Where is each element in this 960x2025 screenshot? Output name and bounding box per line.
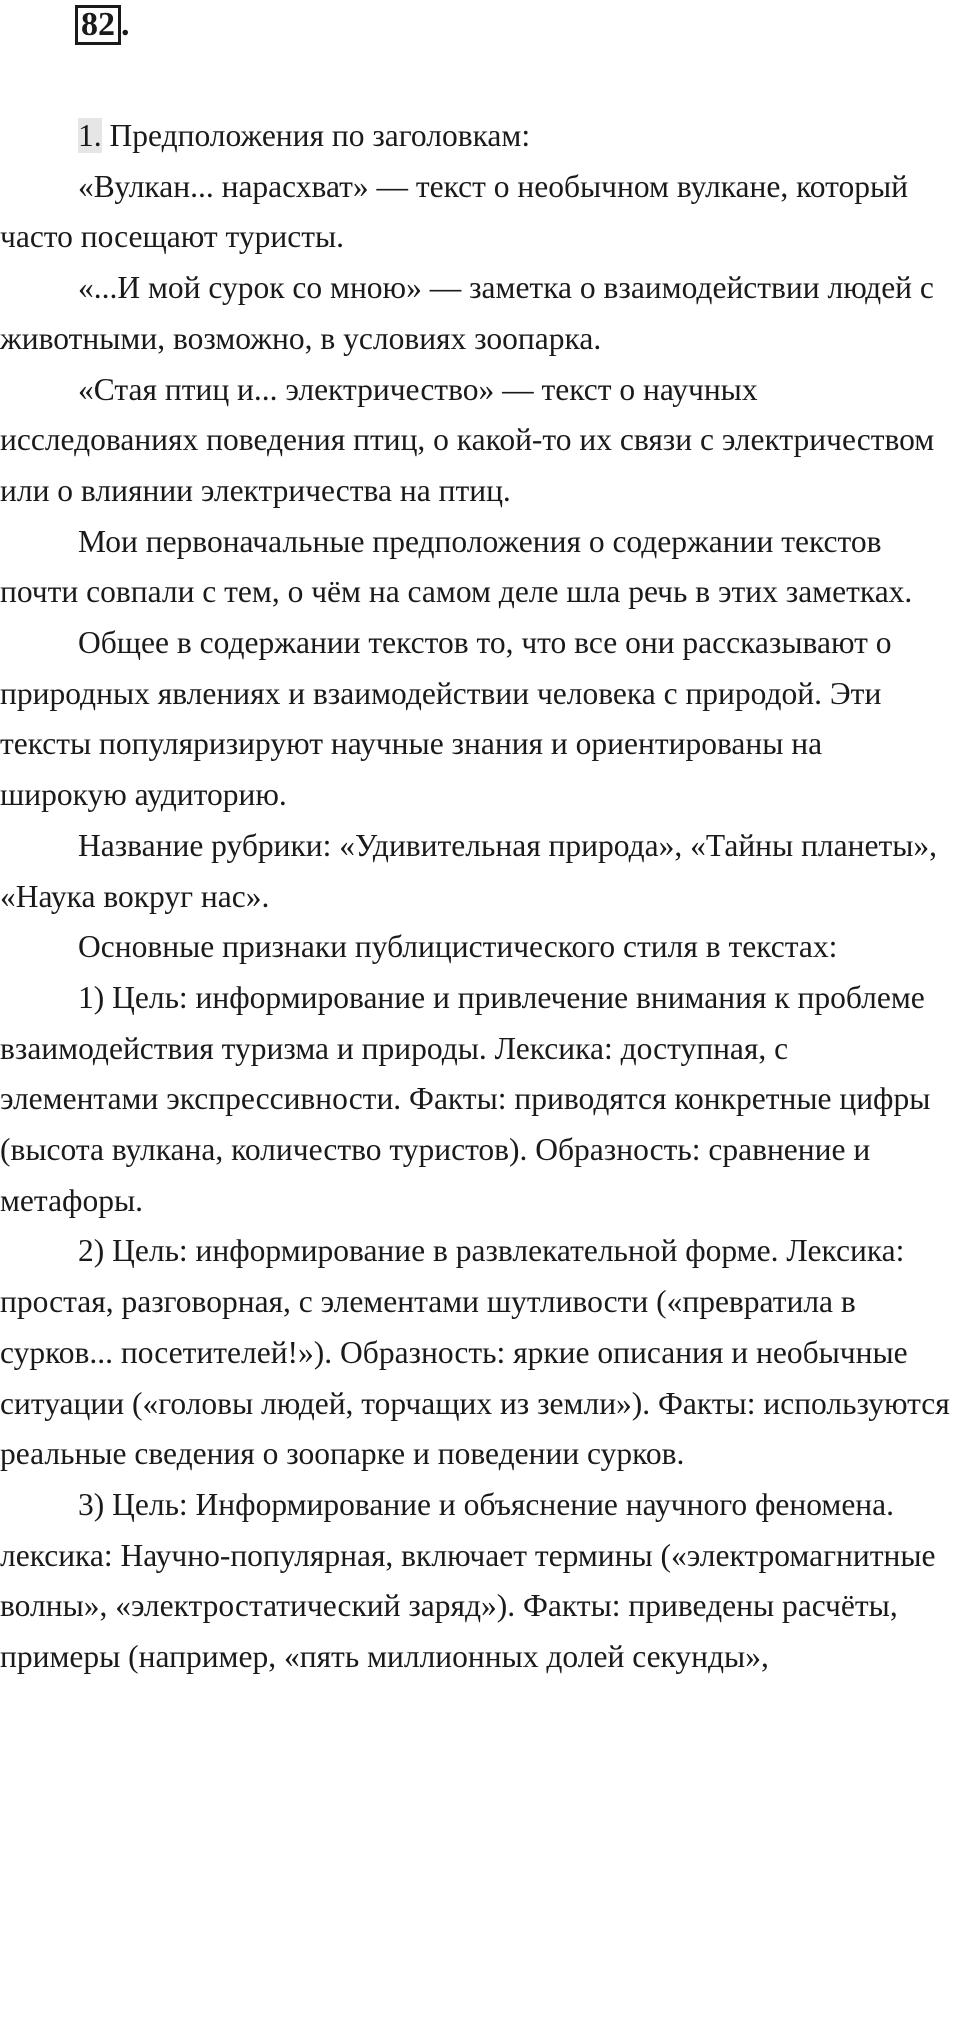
paragraph-birds: «Стая птиц и... электричество» — текст о научных исследованиях поведения птиц, о какой-то их связи с электричеством или о влиянии электричества на птиц. bbox=[0, 371, 935, 508]
intro-title: Предположения по заголовкам: bbox=[101, 118, 531, 153]
task-number-box: 82 bbox=[75, 5, 121, 45]
intro-line bbox=[0, 111, 952, 162]
paragraph-feature-2: 2) Цель: информирование в развлекательной форме. Лексика: простая, разговорная, с элементами шутливости («превратила в сурков... посетителей!»). Образность: яркие описания и необычные ситуации («головы людей, торчащих из земли»). Факты: используются реальные сведения о зоопарке и поведении сурков. bbox=[0, 1233, 950, 1472]
task-number-dot: . bbox=[121, 6, 130, 43]
paragraph-assumptions: Мои первоначальные предположения о содержании текстов почти совпали с тем, о чём на самом деле шла речь в этих заметках. bbox=[0, 523, 913, 610]
paragraph-feature-3: 3) Цель: Информирование и объяснение научного феномена. лексика: Научно-популярная, включает термины («электромагнитные волны», «электростатический заряд»). Факты: приведены расчёты, примеры (например, «пять миллионных долей секунды», bbox=[0, 1486, 936, 1675]
paragraph-volcano: «Вулкан... нарасхват» — текст о необычном вулкане, который часто посещают туристы. bbox=[0, 168, 909, 255]
paragraph-feature-1: 1) Цель: информирование и привлечение внимания к проблеме взаимодействия туризма и природы. Лексика: доступная, с элементами экспрессивности. Факты: приводятся конкретные цифры (высота вулкана, количество туристов). Образность: сравнение и метафоры. bbox=[0, 979, 931, 1218]
paragraph-style-features: Основные признаки публицистического стиля в текстах: bbox=[78, 929, 838, 965]
task-number bbox=[75, 6, 130, 44]
item-number-highlighted: 1. bbox=[78, 118, 102, 153]
paragraph-common-content: Общее в содержании текстов то, что все они рассказывают о природных явлениях и взаимодействии человека с природой. Эти тексты популяризируют научные знания и ориентированы на широкую аудиторию. bbox=[0, 625, 892, 813]
answer-text bbox=[0, 111, 952, 1683]
paragraph-marmot: «...И мой сурок со мною» — заметка о взаимодействии людей с животными, возможно, в условиях зоопарка. bbox=[0, 270, 934, 356]
paragraph-rubric: Название рубрики: «Удивительная природа», «Тайны планеты», «Наука вокруг нас». bbox=[0, 827, 938, 914]
